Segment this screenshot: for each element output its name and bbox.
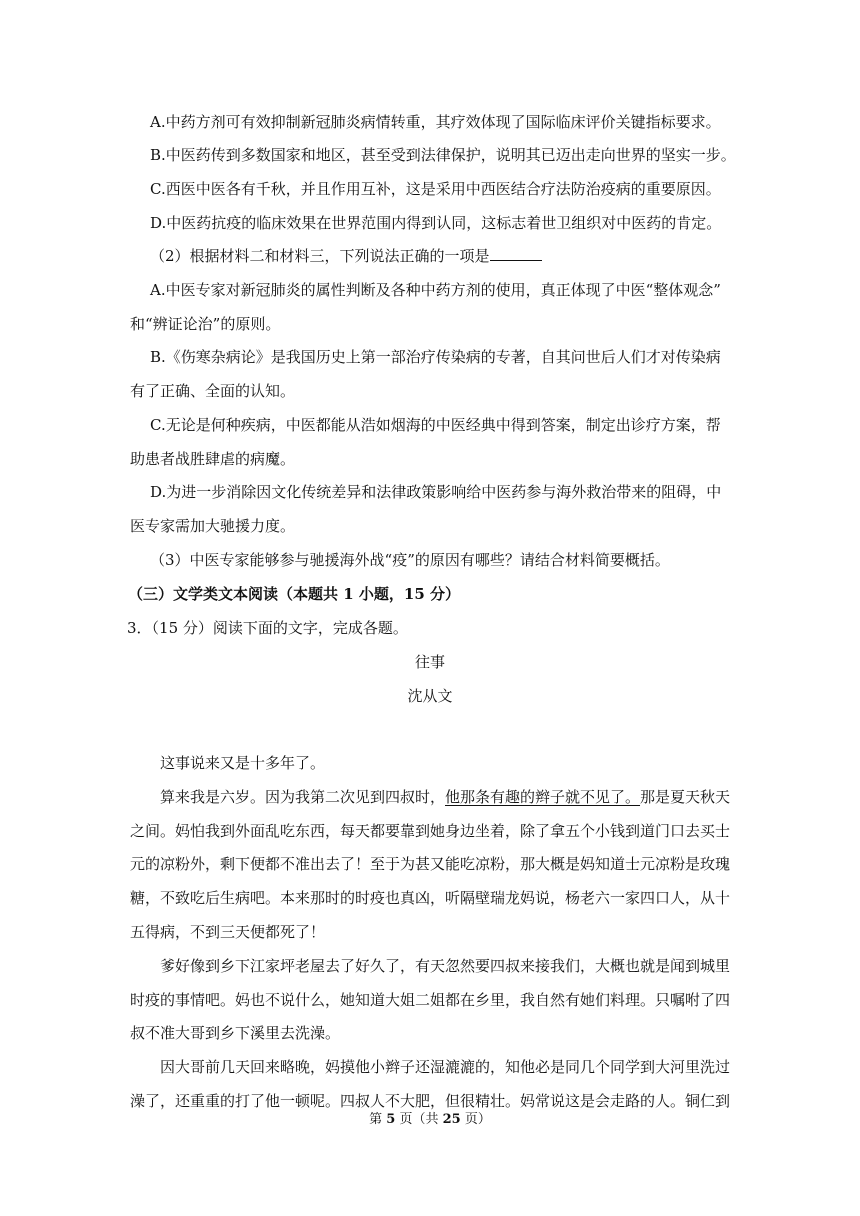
section-heading: （三）文学类文本阅读（本题共 1 小题，15 分） — [128, 585, 460, 603]
footer-mid: 页（共 — [395, 1112, 443, 1127]
paragraph-2-line3: 元的凉粉外，剩下便都不准出去了！至于为甚又能吃凉粉，那大概是妈知道士元凉粉是玫瑰 — [130, 855, 731, 873]
q1-option-d: D.中医药抗疫的临床效果在世界范围内得到认同，这标志着世卫组织对中医药的肯定。 — [150, 214, 722, 232]
page-footer — [0, 1112, 860, 1128]
paragraph-4-line2: 澡了，还重重的打了他一顿呢。四叔人不大肥，但很精壮。妈常说这是会走路的人。铜仁到 — [130, 1092, 731, 1110]
paragraph-3-line2: 时疫的事情吧。妈也不说什么，她知道大姐二姐都在乡里，我自然有她们料理。只嘱咐了四 — [130, 991, 731, 1009]
q2-option-c-line1: C.无论是何种疾病，中医都能从浩如烟海的中医经典中得到答案，制定出诊疗方案，帮 — [150, 416, 721, 434]
q2-stem — [150, 246, 542, 266]
footer-total-pages: 25 — [442, 1112, 461, 1127]
q2-option-c-line2: 助患者战胜肆虐的病魔。 — [130, 450, 296, 468]
paragraph-2-line4: 糖，不致吃后生病吧。本来那时的时疫也真凶，听隔壁瑞龙妈说，杨老六一家四口人，从十 — [130, 889, 731, 907]
q1-option-a: A.中药方剂可有效抑制新冠肺炎病情转重，其疗效体现了国际临床评价关键指标要求。 — [150, 113, 721, 131]
question-intro: 3．（15 分）阅读下面的文字，完成各题。 — [127, 619, 408, 637]
q2-stem-text: （2）根据材料二和材料三，下列说法正确的一项是 — [150, 247, 490, 265]
q1-option-c: C.西医中医各有千秋，并且作用互补，这是采用中西医结合疗法防治疫病的重要原因。 — [150, 180, 721, 198]
underlined-sentence: 他那条有趣的辫子就不见了。 — [445, 788, 641, 806]
paragraph-2-line2: 之间。妈怕我到外面乱吃东西，每天都要靠到她身边坐着，除了拿五个小钱到道门口去买士 — [130, 822, 731, 840]
answer-blank — [490, 246, 542, 261]
q2-option-b-line2: 有了正确、全面的认知。 — [130, 382, 296, 400]
footer-pre: 第 — [369, 1112, 387, 1127]
q2-option-a-line2: 和“辨证论治”的原则。 — [130, 315, 281, 333]
article-title: 往事 — [414, 653, 445, 671]
q2-option-a-line1: A.中医专家对新冠肺炎的属性判断及各种中药方剂的使用，真正体现了中医“整体观念” — [150, 281, 721, 299]
footer-page-number: 5 — [386, 1112, 396, 1127]
paragraph-4-line1: 因大哥前几天回来略晚，妈摸他小辫子还湿漉漉的，知他必是同几个同学到大河里洗过 — [160, 1058, 731, 1076]
paragraph-3-line1: 爹好像到乡下江家坪老屋去了好久了，有天忽然要四叔来接我们，大概也就是闻到城里 — [160, 957, 731, 975]
q2-option-b-line1: B.《伤寒杂病论》是我国历史上第一部治疗传染病的专著，自其问世后人们才对传染病 — [150, 348, 721, 366]
paragraph-2-text-pre: 算来我是六岁。因为我第二次见到四叔时， — [160, 788, 446, 806]
article-author: 沈从文 — [407, 687, 453, 705]
q2-option-d-line2: 医专家需加大驰援力度。 — [130, 517, 296, 535]
q2-option-d-line1: D.为进一步消除因文化传统差异和法律政策影响给中医药参与海外救治带来的阻碍，中 — [150, 483, 722, 501]
q3-stem: （3）中医专家能够参与驰援海外战“疫”的原因有哪些？请结合材料简要概括。 — [150, 551, 670, 569]
paragraph-1: 这事说来又是十多年了。 — [160, 754, 326, 772]
paragraph-2-line5: 五得病，不到三天便都死了！ — [130, 923, 326, 941]
footer-post: 页） — [460, 1112, 491, 1127]
paragraph-3-line3: 叔不准大哥到乡下溪里去洗澡。 — [130, 1024, 341, 1042]
paragraph-2-line1 — [160, 787, 730, 807]
paragraph-2-text-post: 那是夏天秋天 — [640, 788, 731, 806]
q1-option-b: B.中医药传到多数国家和地区，甚至受到法律保护，说明其已迈出走向世界的坚实一步。 — [150, 146, 736, 164]
